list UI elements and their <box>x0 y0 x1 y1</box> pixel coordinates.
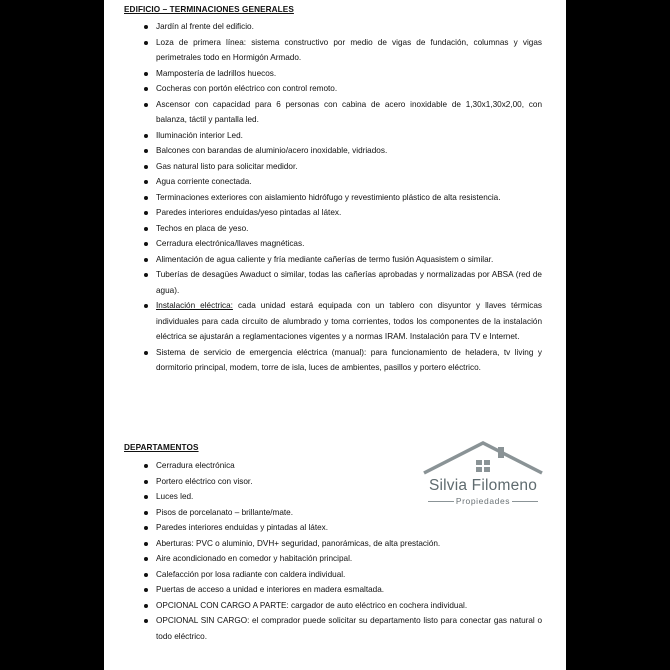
list-item: Aire acondicionado en comedor y habitación principal. <box>104 551 566 567</box>
bullet-icon <box>144 165 148 169</box>
list-item: Portero eléctrico con visor. <box>104 474 566 490</box>
bullet-icon <box>144 227 148 231</box>
bullet-icon <box>144 604 148 608</box>
list-item: Loza de primera línea: sistema constructivo por medio de vigas de fundación, columnas y vigas perimetrales todo en Hormigón Armado. <box>104 35 566 66</box>
bullet-icon <box>144 242 148 246</box>
bullet-icon <box>144 480 148 484</box>
house-roof-icon <box>410 440 556 478</box>
edificio-list <box>104 19 566 376</box>
list-item: OPCIONAL CON CARGO A PARTE: cargador de auto eléctrico en cochera individual. <box>104 598 566 614</box>
list-item: Cocheras con portón eléctrico con control remoto. <box>104 81 566 97</box>
bullet-icon <box>144 25 148 29</box>
list-item: Cerradura electrónica/llaves magnéticas. <box>104 236 566 252</box>
bullet-icon <box>144 495 148 499</box>
list-item: Luces led. <box>104 489 566 505</box>
section-heading-edificio: EDIFICIO – TERMINACIONES GENERALES <box>124 5 294 14</box>
bullet-icon <box>144 273 148 277</box>
logo-subtitle: Propiedades <box>455 496 511 506</box>
list-item: Cerradura electrónica <box>104 458 566 474</box>
bullet-icon <box>144 103 148 107</box>
list-item: Gas natural listo para solicitar medidor. <box>104 159 566 175</box>
list-item: Techos en placa de yeso. <box>104 221 566 237</box>
bullet-icon <box>144 573 148 577</box>
bullet-icon <box>144 258 148 262</box>
bullet-icon <box>144 41 148 45</box>
bullet-icon <box>144 588 148 592</box>
bullet-icon <box>144 72 148 76</box>
bullet-icon <box>144 351 148 355</box>
list-item: Pisos de porcelanato – brillante/mate. <box>104 505 566 521</box>
bullet-icon <box>144 542 148 546</box>
bullet-icon <box>144 211 148 215</box>
list-item: Alimentación de agua caliente y fría mediante cañerías de termo fusión Aquasistem o similar. <box>104 252 566 268</box>
section-heading-departamentos: DEPARTAMENTOS <box>124 443 199 452</box>
list-item: Aberturas: PVC o aluminio, DVH+ seguridad, panorámicas, de alta prestación. <box>104 536 566 552</box>
document-page <box>104 0 566 670</box>
list-item: Sistema de servicio de emergencia eléctrica (manual): para funcionamiento de heladera, tv living y dormitorio principal, modem, torre de isla, luces de ambientes, pasillos y portero eléctrico. <box>104 345 566 376</box>
list-item: Paredes interiores enduidas/yeso pintadas al látex. <box>104 205 566 221</box>
list-item: Balcones con barandas de aluminio/acero inoxidable, vidriados. <box>104 143 566 159</box>
list-item: Agua corriente conectada. <box>104 174 566 190</box>
bullet-icon <box>144 134 148 138</box>
bullet-icon <box>144 87 148 91</box>
list-item: Instalación eléctrica: cada unidad estará equipada con un tablero con disyuntor y llaves térmicas individuales para cada circuito de alumbrado y toma corrientes, todos los componentes de la instalación eléctrica se ajustarán a reglamentaciones vigentes y a normas IRAM. Instalación para TV e Internet. <box>104 298 566 345</box>
bullet-icon <box>144 196 148 200</box>
company-logo <box>410 440 556 508</box>
list-item: Tuberías de desagües Awaduct o similar, todas las cañerías aprobadas y normalizadas por ABSA (red de agua). <box>104 267 566 298</box>
electrical-label: Instalación eléctrica: <box>156 301 233 310</box>
bullet-icon <box>144 619 148 623</box>
list-item: Iluminación interior Led. <box>104 128 566 144</box>
bullet-icon <box>144 511 148 515</box>
bullet-icon <box>144 149 148 153</box>
list-item: Jardín al frente del edificio. <box>104 19 566 35</box>
list-item: Puertas de acceso a unidad e interiores en madera esmaltada. <box>104 582 566 598</box>
logo-name: Silvia Filomeno <box>428 477 538 494</box>
list-item: Terminaciones exteriores con aislamiento hidrófugo y revestimiento plástico de alta resistencia. <box>104 190 566 206</box>
list-item: Paredes interiores enduidas y pintadas al látex. <box>104 520 566 536</box>
logo-divider-right <box>512 501 538 502</box>
bullet-icon <box>144 526 148 530</box>
list-item: Ascensor con capacidad para 6 personas con cabina de acero inoxidable de 1,30x1,30x2,00, con balanza, táctil y pantalla led. <box>104 97 566 128</box>
list-item: OPCIONAL SIN CARGO: el comprador puede solicitar su departamento listo para conectar gas natural o todo eléctrico. <box>104 613 566 644</box>
list-item: Calefacción por losa radiante con caldera individual. <box>104 567 566 583</box>
bullet-icon <box>144 557 148 561</box>
bullet-icon <box>144 180 148 184</box>
list-item: Mampostería de ladrillos huecos. <box>104 66 566 82</box>
bullet-icon <box>144 464 148 468</box>
bullet-icon <box>144 304 148 308</box>
